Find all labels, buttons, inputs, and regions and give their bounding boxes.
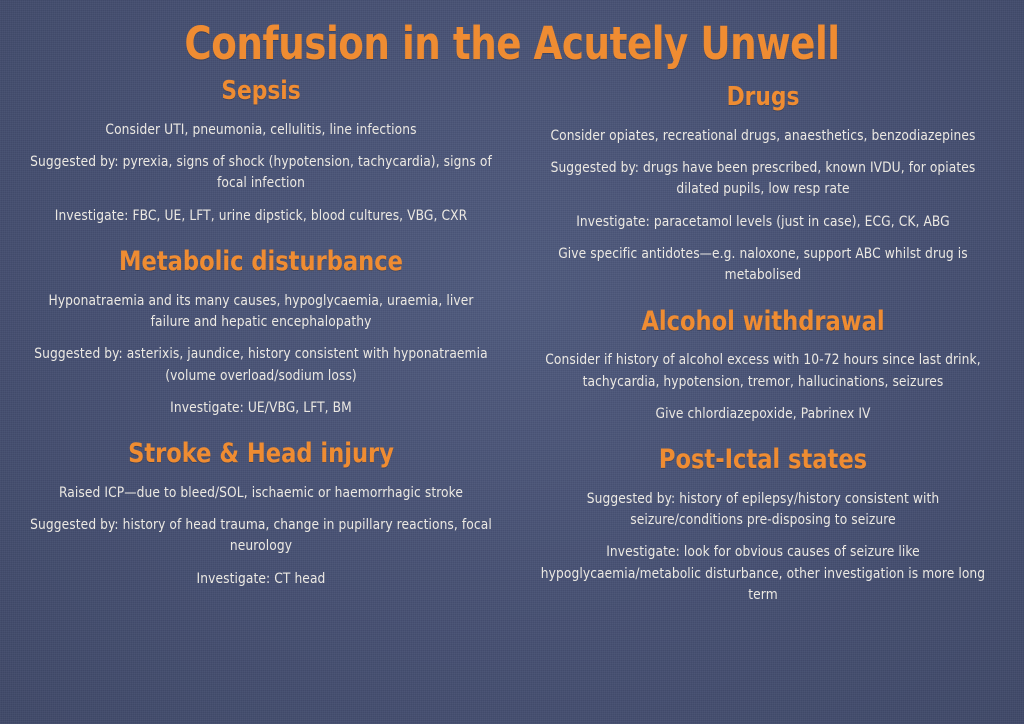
section-line: Suggested by: drugs have been prescribed, known IVDU, for opiates dilated pupils, low resp rate (550, 160, 976, 198)
section-stroke-head-injury (18, 439, 504, 590)
section-line: Consider if history of alcohol excess with 10-72 hours since last drink, tachycardia, hypotension, tremor, hallucinations, seizures (545, 352, 981, 390)
section-heading: Alcohol withdrawal (641, 305, 885, 337)
section-line: Raised ICP—due to bleed/SOL, ischaemic or haemorrhagic stroke (58, 484, 464, 501)
left-column (10, 77, 512, 610)
section-metabolic-disturbance (18, 247, 504, 419)
section-line: Give chlordiazepoxide, Pabrinex IV (655, 405, 871, 422)
section-line: Suggested by: history of epilepsy/history consistent with seizure/conditions pre-disposing to seizure (586, 490, 940, 529)
section-line: Suggested by: history of head trauma, change in pupillary reactions, focal neurology (30, 517, 492, 555)
section-line: Investigate: CT head (196, 570, 326, 587)
section-heading: Drugs (726, 82, 800, 113)
section-line: Suggested by: pyrexia, signs of shock (hypotension, tachycardia), signs of focal infection (30, 154, 492, 192)
section-line: Investigate: UE/VBG, LFT, BM (170, 399, 352, 416)
poster-columns (10, 77, 1014, 626)
section-line: Suggested by: asterixis, jaundice, history consistent with hyponatraemia (volume overload/sodium loss) (34, 346, 488, 384)
section-heading: Metabolic disturbance (119, 246, 403, 278)
section-heading: Stroke & Head injury (128, 438, 394, 470)
right-column (512, 77, 1014, 626)
section-heading: Sepsis (221, 76, 301, 107)
section-post-ictal-states (520, 445, 1006, 606)
section-alcohol-withdrawal (520, 307, 1006, 426)
page-title: Confusion in the Acutely Unwell (184, 17, 840, 70)
section-line: Investigate: paracetamol levels (just in case), ECG, CK, ABG (576, 213, 950, 230)
section-sepsis (18, 77, 504, 227)
section-line: Hyponatraemia and its many causes, hypoglycaemia, uraemia, liver failure and hepatic encephalopathy (48, 292, 474, 331)
section-heading: Post-Ictal states (658, 444, 868, 476)
section-drugs (520, 83, 1006, 286)
section-line: Investigate: FBC, UE, LFT, urine dipstick, blood cultures, VBG, CXR (54, 207, 468, 224)
section-line: Consider UTI, pneumonia, cellulitis, line infections (105, 121, 417, 138)
section-line: Investigate: look for obvious causes of seizure like hypoglycaemia/metabolic disturbance, other investigation is more long term (540, 544, 986, 604)
section-line: Give specific antidotes—e.g. naloxone, support ABC whilst drug is metabolised (558, 246, 968, 284)
section-line: Consider opiates, recreational drugs, anaesthetics, benzodiazepines (550, 127, 976, 144)
